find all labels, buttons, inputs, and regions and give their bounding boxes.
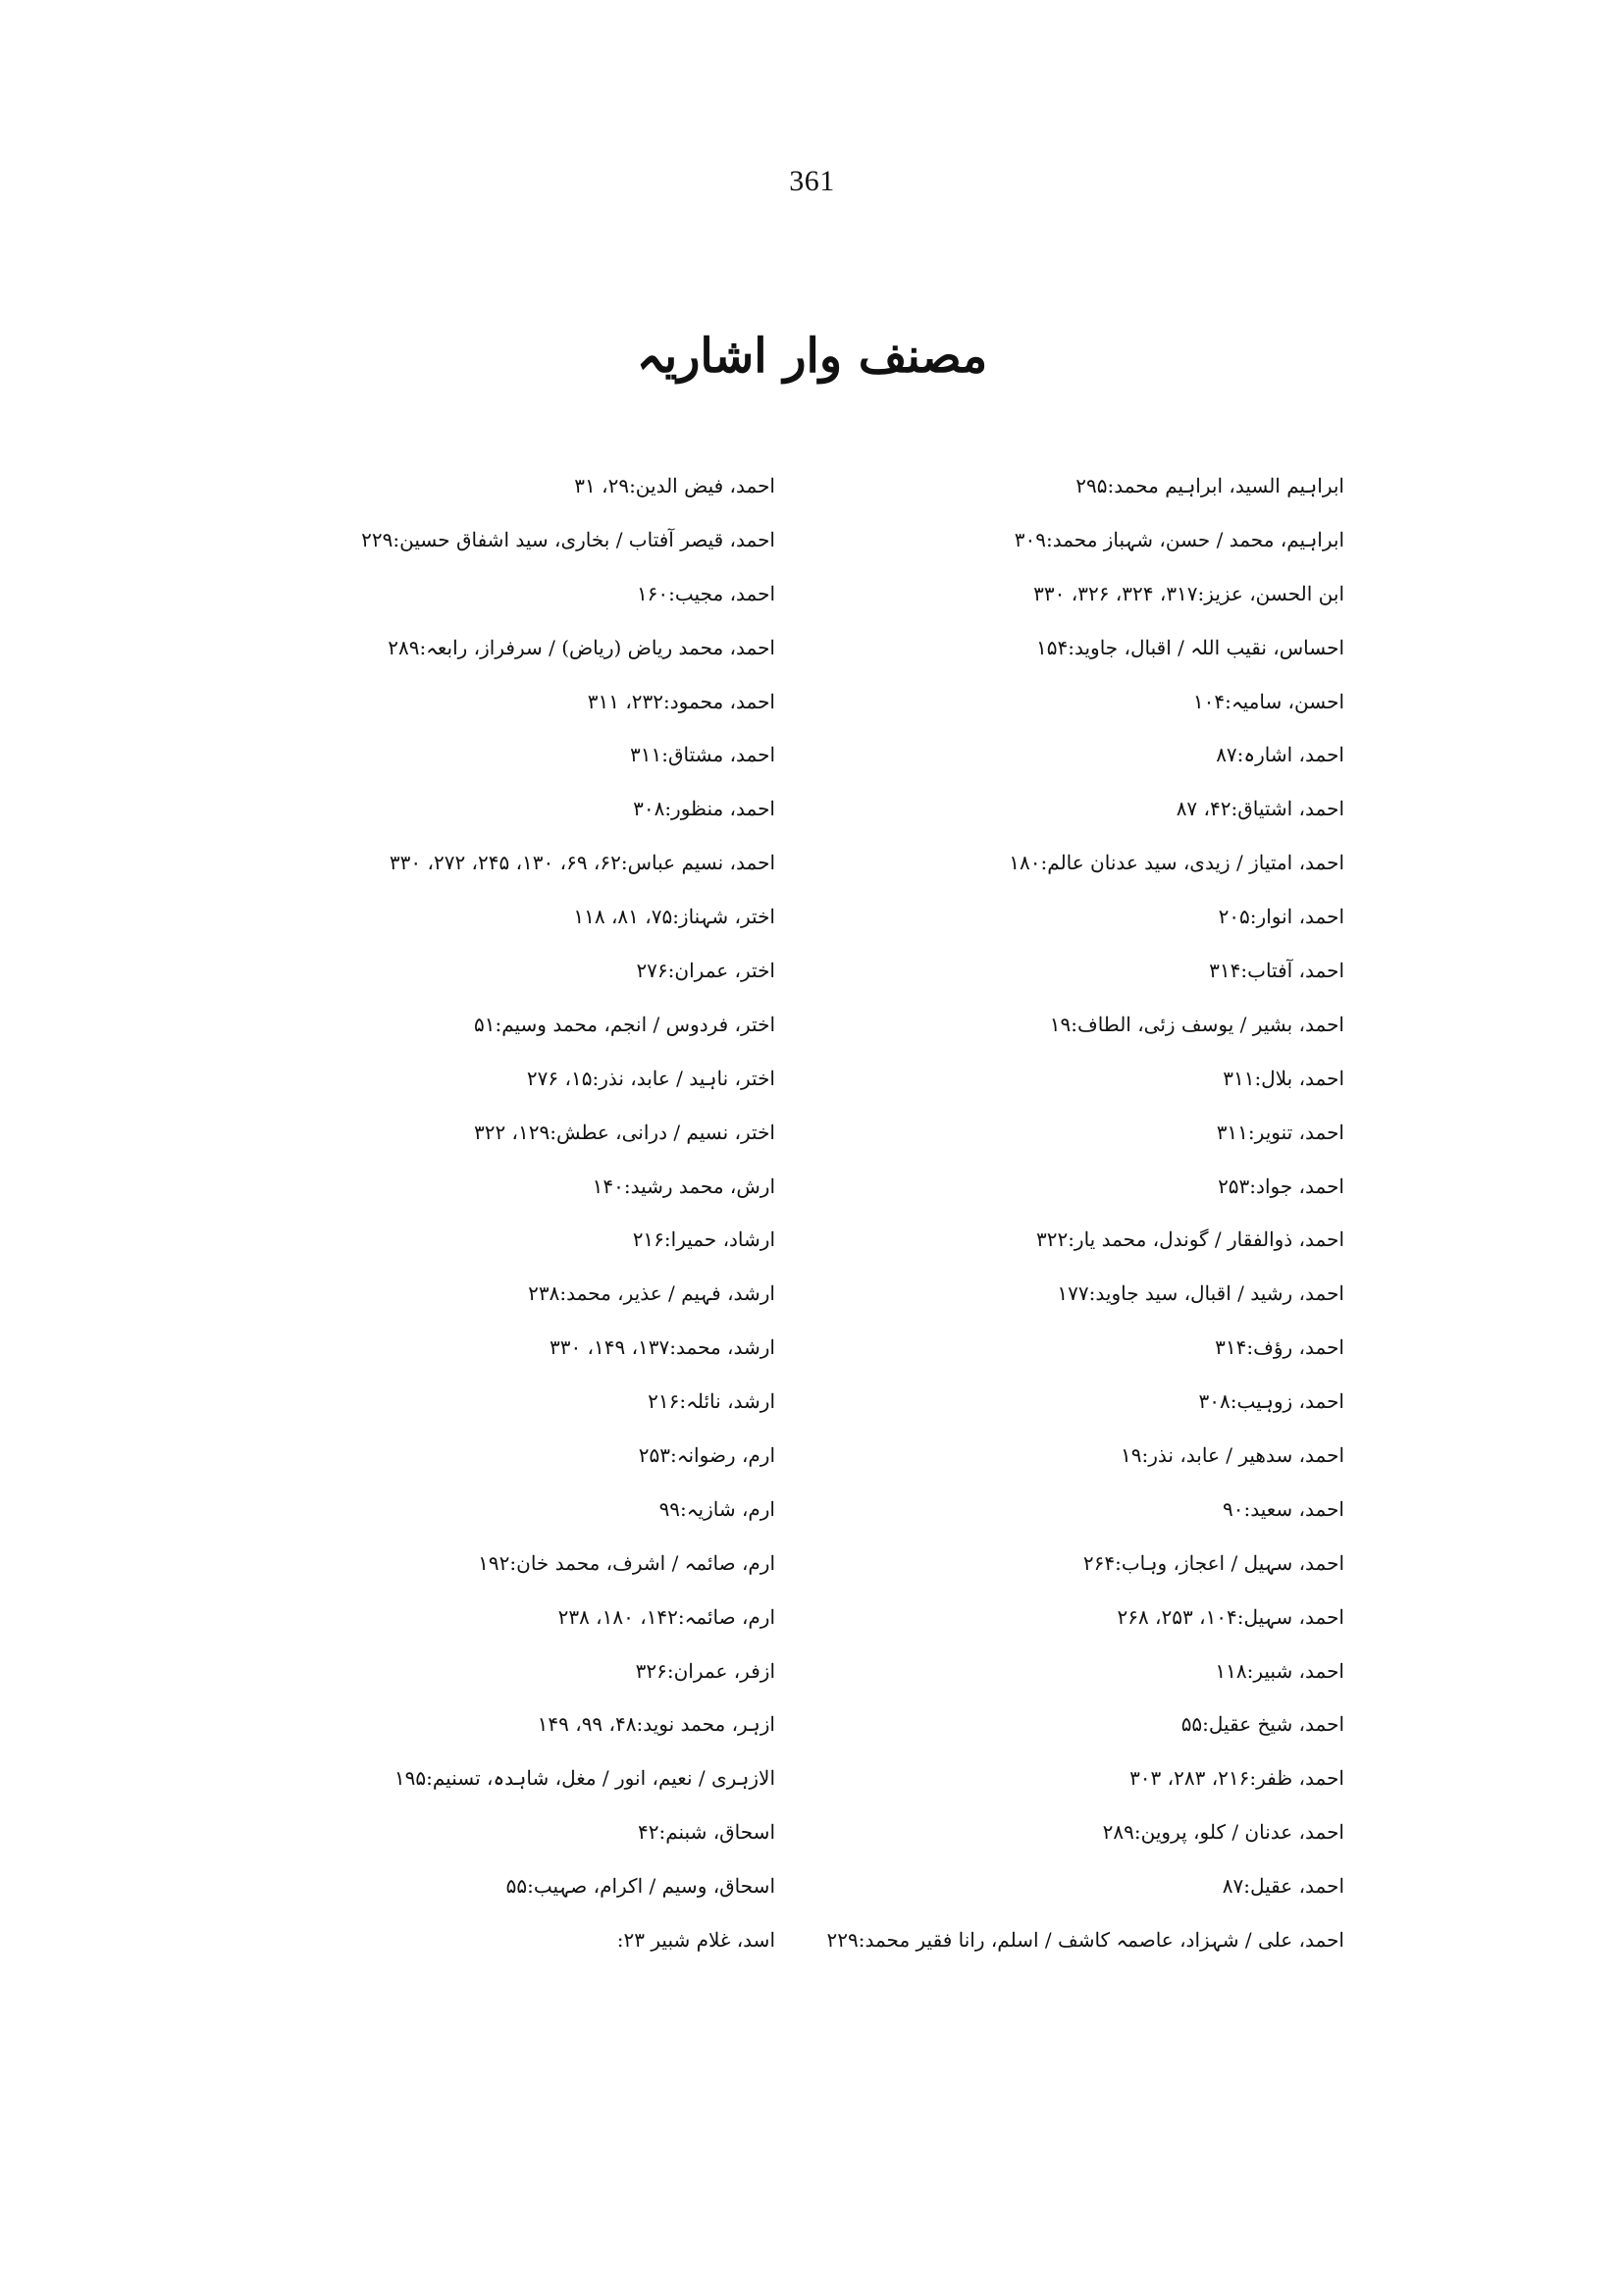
index-entry: احمد، سہیل / اعجاز، وہاب:۲۶۴ [1082, 1550, 1344, 1575]
index-entry: احمد، تنویر:۳۱۱ [1216, 1120, 1344, 1144]
index-entry: احمد، مشتاق:۳۱۱ [630, 743, 775, 767]
index-entry: احمد، رشید / اقبال، سید جاوید:۱۷۷ [1057, 1281, 1344, 1306]
index-entry: ارش، محمد رشید:۱۴۰ [592, 1174, 775, 1198]
index-entry: احمد، سہیل:۱۰۴، ۲۵۳، ۲۶۸ [1117, 1604, 1344, 1629]
index-entry: احمد، ذوالفقار / گوندل، محمد یار:۳۲۲ [1035, 1227, 1344, 1252]
index-entry: ازہر، محمد نوید:۴۸، ۹۹، ۱۴۹ [537, 1712, 775, 1737]
index-entry: احمد، فیض الدین:۲۹، ۳۱ [574, 474, 775, 497]
index-entry: احمد، انوار:۲۰۵ [1218, 905, 1344, 929]
index-entry: احمد، ظفر:۲۱۶، ۲۸۳، ۳۰۳ [1129, 1766, 1344, 1791]
index-entry: الازہری / نعیم، انور / مغل، شاہدہ، تسنیم:۱۹۵ [393, 1766, 775, 1791]
index-entry: اختر، نسیم / درانی، عطش:۱۲۹، ۳۲۲ [473, 1120, 775, 1144]
index-entry: ارم، رضوانہ:۲۵۳ [638, 1443, 775, 1468]
index-entry: ارم، صائمہ / اشرف، محمد خان:۱۹۲ [478, 1550, 775, 1575]
index-entry: احمد، عقیل:۸۷ [1222, 1874, 1344, 1899]
index-entry: احمد، زوہیب:۳۰۸ [1198, 1389, 1344, 1414]
index-entry: احمد، نسیم عباس:۶۲، ۶۹، ۱۳۰، ۲۴۵، ۲۷۲، ۳۳۰ [389, 851, 775, 875]
index-entry: ابن الحسن، عزیز:۳۱۷، ۳۲۴، ۳۲۶، ۳۳۰ [1033, 581, 1344, 605]
index-entry: احسن، سامیہ:۱۰۴ [1192, 689, 1344, 713]
index-entry: احمد، شیخ عقیل:۵۵ [1180, 1712, 1344, 1737]
index-entry: ارم، شازیہ:۹۹ [658, 1496, 775, 1521]
index-entry: احمد، مجیب:۱۶۰ [636, 581, 775, 605]
index-entry: احمد، منظور:۳۰۸ [633, 797, 775, 821]
index-entry: احمد، رؤف:۳۱۴ [1215, 1335, 1344, 1360]
index-column-left [285, 459, 775, 1967]
index-entry: اختر، عمران:۲۷۶ [636, 959, 775, 983]
index-entry: ابراہیم، محمد / حسن، شہباز محمد:۳۰۹ [1014, 527, 1344, 551]
index-entry: احمد، بلال:۳۱۱ [1223, 1066, 1344, 1090]
index-entry: ارشد، محمد:۱۳۷، ۱۴۹، ۳۳۰ [549, 1335, 775, 1360]
index-entry: احمد، بشیر / یوسف زئی، الطاف:۱۹ [1049, 1012, 1344, 1036]
index-entry: اختر، فردوس / انجم، محمد وسیم:۵۱ [473, 1012, 775, 1036]
index-column-right [826, 459, 1344, 1967]
index-entry: احمد، آفتاب:۳۱۴ [1209, 959, 1344, 983]
index-entry: ارشد، نائلہ:۲۱۶ [648, 1389, 775, 1414]
index-entry: احمد، علی / شہزاد، عاصمہ کاشف / اسلم، رانا فقیر محمد:۲۲۹ [826, 1928, 1344, 1953]
page-number: 361 [789, 165, 835, 197]
index-entry: احمد، محمد ریاض (ریاض) / سرفراز، رابعہ:۲۸۹ [388, 635, 775, 659]
index-entry: احمد، عدنان / کلو، پروین:۲۸۹ [1102, 1820, 1344, 1845]
index-entry: احمد، اشارہ:۸۷ [1216, 743, 1344, 767]
index-entry: اسد، غلام شبیر ۲۳: [616, 1928, 775, 1953]
index-entry: اختر، ناہید / عابد، نذر:۱۵، ۲۷۶ [526, 1066, 775, 1090]
index-entry: ارم، صائمہ:۱۴۲، ۱۸۰، ۲۳۸ [557, 1604, 775, 1629]
index-entry: اختر، شہناز:۷۵، ۸۱، ۱۱۸ [573, 905, 775, 929]
index-entry: احمد، سعید:۹۰ [1223, 1496, 1344, 1521]
index-entry: احمد، امتیاز / زیدی، سید عدنان عالم:۱۸۰ [1009, 851, 1344, 875]
index-entry: احمد، سدھیر / عابد، نذر:۱۹ [1121, 1443, 1344, 1468]
index-entry: احمد، اشتیاق:۴۲، ۸۷ [1176, 797, 1344, 821]
index-entry: اسحاق، شبنم:۴۲ [637, 1820, 775, 1845]
index-entry: اسحاق، وسیم / اکرام، صہیب:۵۵ [505, 1874, 775, 1899]
index-entry: ارشد، فہیم / عذیر، محمد:۲۳۸ [528, 1281, 775, 1306]
index-entry: احمد، شبیر:۱۱۸ [1215, 1658, 1344, 1683]
index-entry: احمد، جواد:۲۵۳ [1218, 1174, 1344, 1198]
index-entry: احساس، نقیب اللہ / اقبال، جاوید:۱۵۴ [1036, 635, 1344, 659]
index-entry: ارشاد، حمیرا:۲۱۶ [632, 1227, 775, 1252]
index-entry: ازفر، عمران:۳۲۶ [635, 1658, 775, 1683]
index-entry: ابراہیم السید، ابراہیم محمد:۲۹۵ [1075, 474, 1344, 497]
page-title: مصنف وار اشاریہ [636, 329, 988, 384]
index-entry: احمد، قیصر آفتاب / بخاری، سید اشفاق حسین:۲۲۹ [361, 527, 775, 551]
author-index [361, 459, 1344, 1990]
index-entry: احمد، محمود:۲۳۲، ۳۱۱ [587, 689, 775, 713]
